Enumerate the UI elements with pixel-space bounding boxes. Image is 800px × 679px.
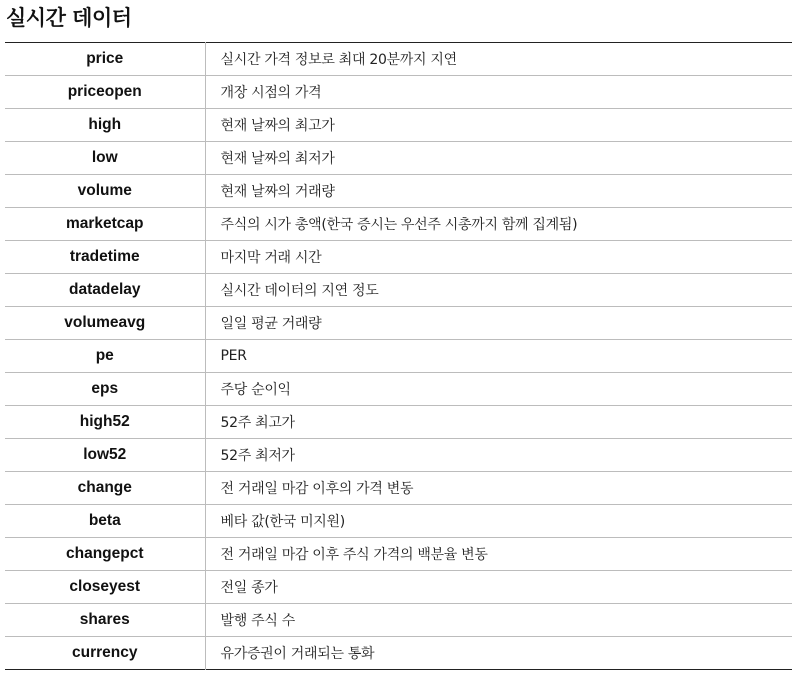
attribute-name: low52 <box>5 439 205 472</box>
attribute-name: price <box>5 43 205 76</box>
attribute-name: marketcap <box>5 208 205 241</box>
attribute-name: shares <box>5 604 205 637</box>
table-row <box>5 241 792 274</box>
attribute-description: 52주 최고가 <box>220 415 295 431</box>
attribute-name: currency <box>5 637 205 670</box>
attribute-description: 현재 날짜의 최저가 <box>220 151 335 167</box>
attribute-description: 일일 평균 거래량 <box>220 316 322 332</box>
table-row <box>5 307 792 340</box>
attribute-description: 개장 시점의 가격 <box>220 85 322 101</box>
table-row <box>5 142 792 175</box>
attribute-description: 52주 최저가 <box>220 448 295 464</box>
table-row <box>5 175 792 208</box>
data-attributes-table <box>5 42 792 670</box>
table-row <box>5 604 792 637</box>
attribute-description: 현재 날짜의 거래량 <box>220 184 335 200</box>
attribute-description: 전 거래일 마감 이후의 가격 변동 <box>220 481 414 497</box>
table-row <box>5 538 792 571</box>
table-row <box>5 406 792 439</box>
attribute-name: changepct <box>5 538 205 571</box>
attribute-description: PER <box>220 348 247 364</box>
attribute-name: pe <box>5 340 205 373</box>
attribute-name: change <box>5 472 205 505</box>
table-row <box>5 439 792 472</box>
attribute-name: beta <box>5 505 205 538</box>
attribute-name: high52 <box>5 406 205 439</box>
attribute-description: 실시간 가격 정보로 최대 20분까지 지연 <box>220 52 457 68</box>
attribute-description: 발행 주식 수 <box>220 613 295 629</box>
attribute-name: volume <box>5 175 205 208</box>
attribute-description: 실시간 데이터의 지연 정도 <box>220 283 379 299</box>
table-row <box>5 109 792 142</box>
attribute-description: 유가증권이 거래되는 통화 <box>220 646 375 662</box>
table-row <box>5 43 792 76</box>
table-row <box>5 571 792 604</box>
attribute-description: 주식의 시가 총액(한국 증시는 우선주 시총까지 함께 집계됨) <box>220 217 578 233</box>
attribute-description: 베타 값(한국 미지원) <box>220 514 345 530</box>
page-title: 실시간 데이터 <box>6 6 132 30</box>
table-row <box>5 373 792 406</box>
attribute-description: 전일 종가 <box>220 580 278 596</box>
table-row <box>5 340 792 373</box>
table-row <box>5 274 792 307</box>
table-row <box>5 208 792 241</box>
attribute-description: 전 거래일 마감 이후 주식 가격의 백분율 변동 <box>220 547 488 563</box>
table-row <box>5 505 792 538</box>
table-row <box>5 637 792 670</box>
attribute-description: 마지막 거래 시간 <box>220 250 322 266</box>
attribute-name: datadelay <box>5 274 205 307</box>
attribute-name: high <box>5 109 205 142</box>
attribute-description: 현재 날짜의 최고가 <box>220 118 335 134</box>
attribute-name: priceopen <box>5 76 205 109</box>
table-row <box>5 76 792 109</box>
attribute-name: low <box>5 142 205 175</box>
attribute-name: tradetime <box>5 241 205 274</box>
attribute-name: eps <box>5 373 205 406</box>
attribute-description: 주당 순이익 <box>220 382 291 398</box>
attribute-name: closeyest <box>5 571 205 604</box>
table-row <box>5 472 792 505</box>
attribute-name: volumeavg <box>5 307 205 340</box>
